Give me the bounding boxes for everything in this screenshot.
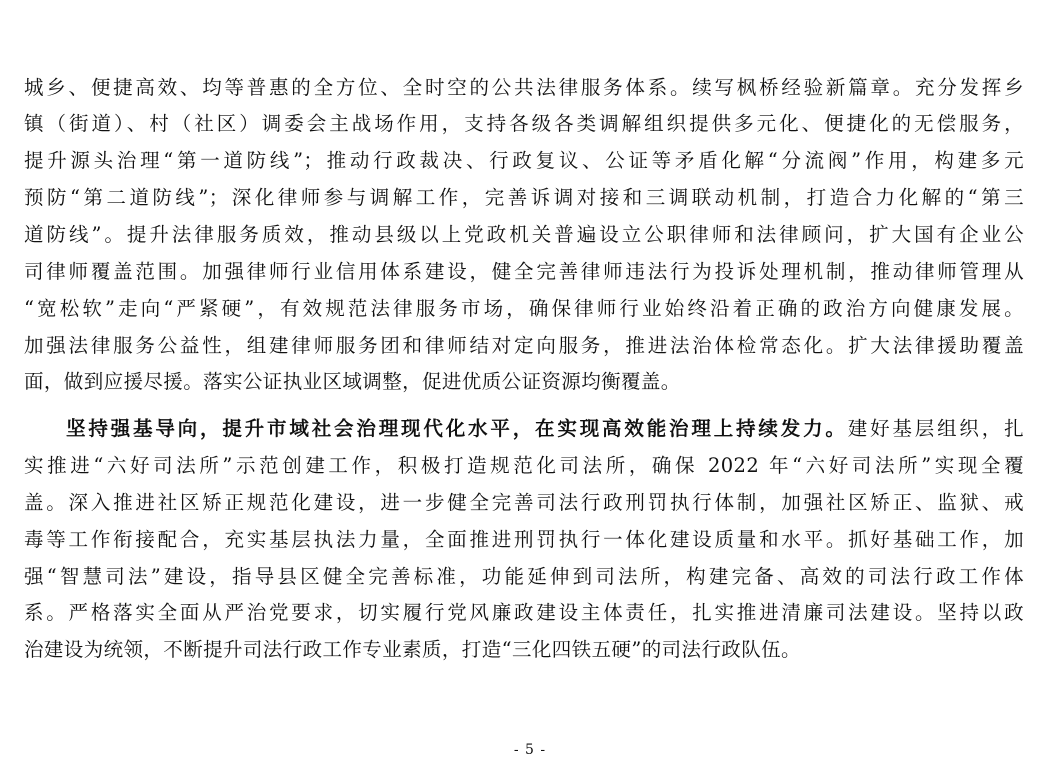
text-line: 司律师覆盖范围。加强律师行业信用体系建设，健全完善律师违法行为投诉处理机制，推动律师管理从: [24, 260, 1024, 283]
text-line: 系。严格落实全面从严治党要求，切实履行党风廉政建设主体责任，扎实推进清廉司法建设。坚持以政: [24, 601, 1024, 624]
page-number: - 5 -: [513, 742, 547, 758]
text-line: 城乡、便捷高效、均等普惠的全方位、全时空的公共法律服务体系。续写枫桥经验新篇章。充分发挥乡: [24, 76, 1024, 99]
text-line: 镇（街道）、村（社区）调委会主战场作用，支持各级各类调解组织提供多元化、便捷化的无偿服务，: [24, 112, 1024, 135]
text-line: 实推进“六好司法所”示范创建工作，积极打造规范化司法所，确保 2022 年“六好司法所”实现全覆: [24, 454, 1024, 477]
text-line: 提升源头治理“第一道防线”；推动行政裁决、行政复议、公证等矛盾化解“分流阀”作用，构建多元: [24, 149, 1024, 172]
paragraph-bold-lead: 坚持强基导向，提升市域社会治理现代化水平，在实现高效能治理上持续发力。: [66, 417, 848, 440]
text-line: 毒等工作衔接配合，充实基层执法力量，全面推进刑罚执行一体化建设质量和水平。抓好基础工作，加: [24, 528, 1024, 551]
text-line: 道防线”。提升法律服务质效，推动县级以上党政机关普遍设立公职律师和法律顾问，扩大国有企业公: [24, 223, 1024, 246]
paragraph-lead-rest: 建好基层组织，扎: [847, 417, 1024, 440]
text-line: 加强法律服务公益性，组建律师服务团和律师结对定向服务，推进法治体检常态化。扩大法律援助覆盖: [24, 334, 1024, 357]
text-line: 强“智慧司法”建设，指导县区健全完善标准，功能延伸到司法所，构建完备、高效的司法行政工作体: [24, 565, 1024, 588]
text-line: 盖。深入推进社区矫正规范化建设，进一步健全完善司法行政刑罚执行体制，加强社区矫正、监狱、戒: [24, 491, 1024, 514]
text-line-first: [66, 415, 1024, 443]
text-line: 预防“第二道防线”；深化律师参与调解工作，完善诉调对接和三调联动机制，打造合力化解的“第三: [24, 186, 1024, 209]
text-line: “宽松软”走向“严紧硬”，有效规范法律服务市场，确保律师行业始终沿着正确的政治方向健康发展。: [24, 297, 1024, 320]
text-line: 面，做到应援尽援。落实公证执业区域调整，促进优质公证资源均衡覆盖。: [24, 370, 681, 393]
text-line: 治建设为统领，不断提升司法行政工作专业素质，打造“三化四铁五硬”的司法行政队伍。: [24, 638, 801, 661]
